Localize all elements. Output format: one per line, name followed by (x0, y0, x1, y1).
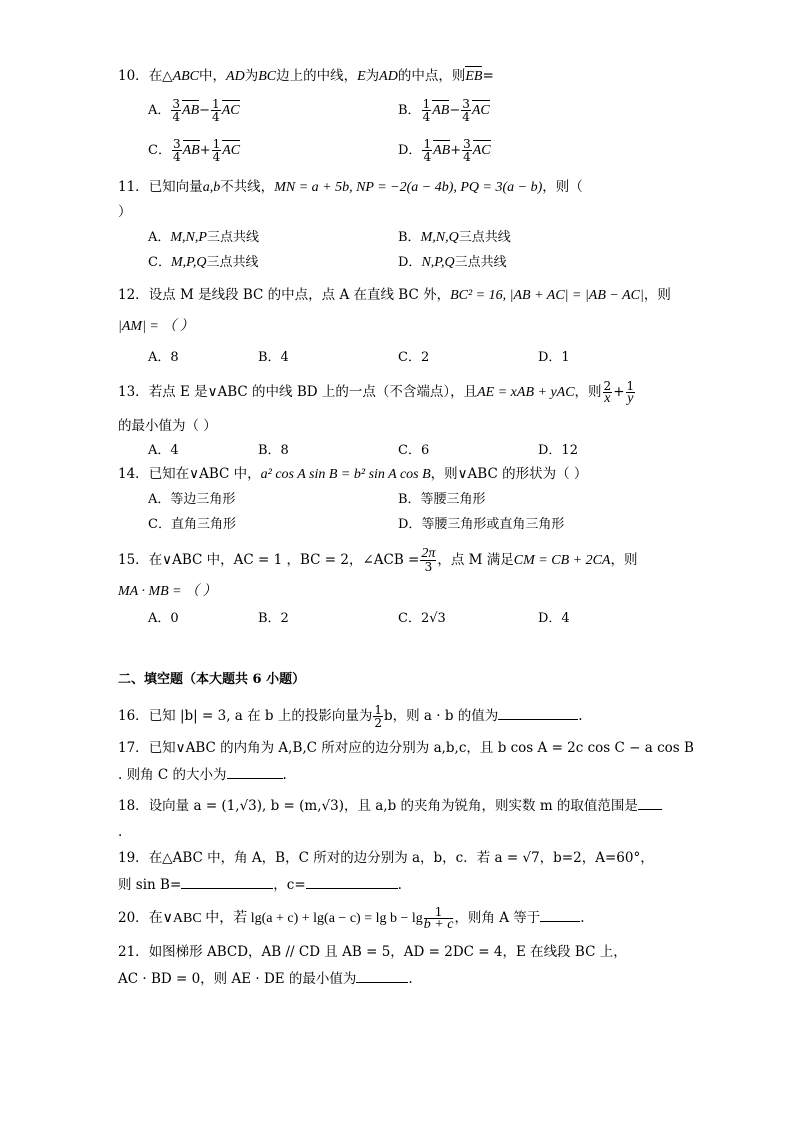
denominator: x (604, 391, 611, 406)
q17-text: . 则角 C 的大小为 (118, 767, 227, 783)
question-number: 19． (118, 850, 149, 866)
vector-ab: AB (183, 141, 200, 161)
question-12-line2 (118, 316, 194, 337)
vector-ac: AC (473, 141, 491, 161)
numerator: 2π (421, 546, 436, 561)
question-14 (118, 464, 587, 485)
fraction (373, 704, 383, 729)
question-number: 13． (118, 384, 149, 400)
q13-option-a[interactable] (148, 441, 179, 461)
q13-option-c[interactable] (398, 441, 429, 461)
q10-option-b[interactable] (398, 98, 490, 123)
points: M,P,Q (170, 255, 207, 270)
period: . (578, 708, 583, 724)
option-text: C．直角三角形 (148, 517, 236, 532)
q11-text: 已知向量 (148, 179, 203, 195)
denominator: 4 (423, 150, 432, 164)
q19-text: 则 sin B= (118, 877, 182, 893)
numerator: 1 (626, 379, 635, 393)
question-13-line2 (118, 416, 217, 436)
question-20 (118, 906, 585, 931)
fraction (420, 548, 436, 573)
q10-text: 为 (365, 68, 380, 84)
q13-option-b[interactable] (258, 441, 289, 461)
question-10 (118, 66, 494, 87)
q15-text: ，则 (610, 552, 638, 568)
q10-abc: ABC (172, 69, 200, 84)
option-label: D． (398, 255, 422, 270)
option-label: C． (148, 143, 171, 158)
option-text: B．2 (258, 611, 289, 626)
fraction (462, 138, 472, 163)
option-text: C．6 (398, 443, 430, 458)
q16-text: 已知 |b| = 3, a 在 b 上的投影向量为 (148, 708, 373, 724)
q15-answer-prompt: MA · MB = （ ） (118, 584, 217, 599)
denominator: 4 (422, 110, 431, 124)
q10-e: E (357, 69, 366, 84)
operator: + (450, 143, 462, 158)
section-heading: 二、填空题（本大题共 6 小题） (118, 672, 306, 687)
q11-expression: MN = a + 5b, NP = −2(a − 4b), PQ = 3(a − b) (274, 180, 543, 195)
q12-text: 设点 M 是线段 BC 的中点，点 A 在直线 BC 外， (148, 287, 451, 303)
q10-ad: AD (379, 69, 398, 84)
numerator: 3 (463, 137, 471, 151)
period: . (580, 910, 585, 926)
option-label: B． (398, 103, 421, 118)
question-number: 21． (118, 944, 149, 960)
numerator: 1 (212, 97, 220, 111)
denominator: y (627, 391, 634, 406)
option-text: D．4 (538, 611, 570, 626)
q15-option-d[interactable] (538, 609, 570, 629)
option-text: 三点共线 (454, 255, 507, 270)
option-text: A．0 (148, 611, 179, 626)
q14-option-c[interactable] (148, 515, 236, 535)
denominator: 4 (463, 150, 471, 164)
question-number: 15． (118, 552, 149, 568)
question-number: 11． (118, 179, 149, 195)
answer-blank[interactable] (227, 764, 283, 779)
operator: − (449, 103, 461, 118)
question-11 (118, 177, 583, 198)
option-label: B． (398, 230, 421, 245)
operator: − (199, 103, 211, 118)
q12-option-b[interactable] (258, 348, 289, 368)
question-12 (118, 285, 671, 306)
option-text: C．2 (398, 350, 430, 365)
denominator: b + c (423, 917, 454, 932)
q10-text: 边上的中线， (276, 68, 358, 84)
question-15-line2 (118, 581, 217, 602)
option-text: A．等边三角形 (148, 492, 236, 507)
question-18-line2 (118, 822, 122, 842)
q20-text: 在∨ABC 中，若 lg(a + c) + lg(a − c) = lg b − lg (148, 911, 423, 926)
numerator: 1 (212, 137, 221, 151)
q14-option-a[interactable] (148, 490, 235, 510)
q14-text: 已知在∨ABC 中， (148, 466, 261, 482)
vector-ab: AB (432, 101, 449, 121)
option-text: D．等腰三角形或直角三角形 (398, 517, 565, 532)
q13-text: 若点 E 是∨ABC 的中线 BD 上的一点（不含端点），且 (148, 384, 478, 400)
fraction (626, 380, 636, 405)
q10-ad: AD (226, 69, 245, 84)
q12-option-d[interactable] (538, 348, 570, 368)
q11-text: 不共线， (220, 179, 275, 195)
q16-text: b，则 a · b 的值为 (384, 708, 499, 724)
option-text: D．1 (538, 350, 570, 365)
denominator: 4 (172, 150, 181, 164)
option-label: C． (148, 255, 171, 270)
q12-option-a[interactable] (148, 348, 179, 368)
operator: + (613, 384, 625, 400)
q13-text: 的最小值为（ ） (118, 418, 217, 434)
answer-blank-c[interactable] (306, 874, 398, 889)
denominator: 4 (462, 110, 470, 124)
question-21-line2 (118, 968, 413, 989)
q10-option-c[interactable] (148, 138, 240, 163)
fraction (461, 98, 471, 123)
q21-text: AC · BD = 0，则 AE · DE 的最小值为 (118, 971, 357, 987)
denominator: 4 (172, 110, 181, 124)
option-text: D．12 (538, 443, 578, 458)
question-21 (118, 942, 627, 962)
q19-text: 在△ABC 中，角 A，B，C 所对的边分别为 a，b，c．若 a = √7，b=2，A=60°， (148, 850, 654, 866)
answer-blank[interactable] (540, 907, 580, 922)
question-13 (118, 380, 636, 405)
q20-text: ，则角 A 等于 (454, 910, 541, 926)
option-label: A． (148, 103, 171, 118)
option-text: B．4 (258, 350, 289, 365)
q10-text: 在△ (148, 68, 173, 84)
q13-expression: AE = xAB + yAC (477, 385, 575, 400)
period: . (397, 877, 402, 893)
q14-expression: a² cos A sin B = b² sin A cos B (260, 467, 431, 482)
question-16 (118, 704, 583, 729)
option-text: 三点共线 (458, 230, 511, 245)
question-18 (118, 795, 662, 816)
option-text: C．2√3 (398, 611, 446, 626)
q11-option-d[interactable] (398, 253, 507, 273)
points: M,N,Q (420, 230, 459, 245)
answer-blank[interactable] (638, 795, 662, 810)
operator: + (199, 143, 211, 158)
numerator: 3 (172, 97, 181, 111)
denominator: 4 (212, 150, 221, 164)
equals-sign: = (482, 68, 494, 84)
option-text: B．等腰三角形 (398, 492, 486, 507)
q14-option-b[interactable] (398, 490, 486, 510)
option-label: D． (398, 143, 422, 158)
q14-text: ，则∨ABC 的形状为（ ） (430, 466, 588, 482)
question-number: 16． (118, 708, 149, 724)
q10-text: 中， (199, 68, 227, 84)
answer-blank[interactable] (498, 705, 578, 720)
question-number: 10． (118, 68, 149, 84)
closing-paren: ） (118, 204, 132, 220)
option-text: A．8 (148, 350, 179, 365)
q19-text: ，c= (273, 877, 306, 893)
answer-blank[interactable] (356, 968, 408, 983)
fraction (171, 98, 181, 123)
question-number: 18． (118, 798, 149, 814)
denominator: 3 (424, 560, 433, 574)
q21-text: 如图梯形 ABCD，AB // CD 且 AB = 5，AD = 2DC = 4，E 在线段 BC 上， (148, 944, 627, 960)
points: M,N,P (170, 230, 207, 245)
q18-text: 设向量 a = (1,√3), b = (m,√3)，且 a,b 的夹角为锐角，则实数 m 的取值范围是 (148, 798, 638, 814)
q11-option-c[interactable] (148, 253, 259, 273)
fraction (172, 138, 182, 163)
q11-option-a[interactable] (148, 228, 259, 248)
vector-ab: AB (182, 101, 199, 121)
question-19-line2 (118, 874, 402, 895)
numerator: 3 (462, 97, 470, 111)
numerator: 1 (423, 137, 432, 151)
q15-text: ，点 M 满足 (437, 552, 514, 568)
q15-expression: CM = CB + 2CA (513, 553, 611, 568)
vector-eb: EB (465, 67, 482, 87)
fraction (211, 98, 221, 123)
fraction (424, 906, 454, 931)
q10-text: 为 (244, 68, 259, 84)
fraction (212, 138, 222, 163)
vector-ac: AC (222, 101, 240, 121)
q10-text: 的中点，则 (397, 68, 466, 84)
question-number: 20． (118, 910, 149, 926)
fraction (422, 138, 432, 163)
q12-option-c[interactable] (398, 348, 429, 368)
question-19 (118, 848, 654, 868)
q13-text: ，则 (574, 384, 602, 400)
vector-ac: AC (222, 141, 240, 161)
numerator: 3 (172, 137, 181, 151)
option-text: A．4 (148, 443, 179, 458)
points: N,P,Q (421, 255, 455, 270)
numerator: 1 (422, 97, 431, 111)
vector-ac: AC (472, 101, 490, 121)
option-text: 三点共线 (206, 255, 259, 270)
option-text: 三点共线 (206, 230, 259, 245)
q15-option-b[interactable] (258, 609, 289, 629)
denominator: 4 (212, 110, 220, 124)
question-number: 14． (118, 466, 149, 482)
option-label: A． (148, 230, 171, 245)
period: . (282, 767, 287, 783)
vector-ab: AB (433, 141, 450, 161)
denominator: 2 (374, 716, 382, 730)
question-17 (118, 738, 694, 758)
q11-text: ，则（ (542, 179, 583, 195)
numerator: 1 (424, 906, 454, 919)
answer-blank-sinb[interactable] (181, 874, 273, 889)
q11-vectors: a,b (202, 180, 221, 195)
q11-option-b[interactable] (398, 228, 511, 248)
q12-answer-prompt: |AM| = （ ） (118, 319, 194, 334)
q10-bc: BC (258, 69, 277, 84)
q17-text: 已知∨ABC 的内角为 A,B,C 所对应的边分别为 a,b,c，且 b cos A = 2c cos C − a cos B (148, 740, 694, 756)
q12-expression: BC² = 16, |AB + AC| = |AB − AC| (450, 288, 644, 303)
numerator: 2 (603, 379, 612, 393)
q10-option-d[interactable] (398, 138, 491, 163)
q15-option-a[interactable] (148, 609, 179, 629)
fraction (603, 380, 613, 405)
q12-text: ，则 (643, 287, 671, 303)
question-11-close (118, 202, 132, 222)
period: . (408, 971, 413, 987)
q10-option-a[interactable] (148, 98, 240, 123)
q15-text: 在∨ABC 中，AC = 1 ，BC = 2，∠ACB = (148, 552, 420, 568)
period: . (118, 824, 123, 840)
q15-option-c[interactable] (398, 609, 446, 629)
option-text: B．8 (258, 443, 289, 458)
fraction (422, 98, 432, 123)
q13-option-d[interactable] (538, 441, 578, 461)
question-17-line2 (118, 764, 287, 785)
question-15 (118, 548, 637, 573)
question-number: 17． (118, 740, 149, 756)
numerator: 1 (374, 703, 382, 717)
question-number: 12． (118, 287, 149, 303)
q14-option-d[interactable] (398, 515, 564, 535)
